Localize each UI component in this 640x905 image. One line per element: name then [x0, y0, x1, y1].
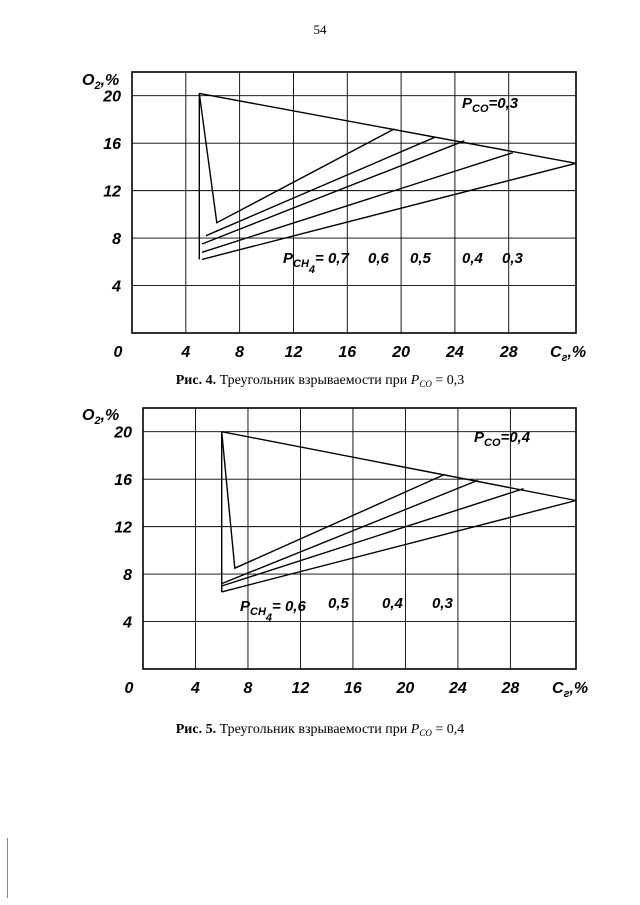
x-tick-label-1: 4 [191, 680, 200, 697]
line-label-0-3: 0,3 [432, 595, 453, 612]
x-tick-label-1: 4 [181, 344, 191, 361]
pch4-label: $P_{CH4}= 0,6$ [240, 598, 306, 624]
plot-frame [143, 408, 576, 669]
x-tick-label-3: 12 [291, 680, 310, 697]
line-label-0-6: 0,6 [368, 250, 389, 267]
series-line-3 [222, 501, 576, 592]
series-line-0 [199, 93, 394, 222]
x-tick-label-0: 0 [113, 344, 123, 361]
line-label-0-4: 0,4 [382, 595, 403, 612]
figure-5-caption: Рис. 5. Треугольник взрываемости при $P_{CO} = 0,4$ [175, 722, 465, 738]
series-line-5 [199, 93, 576, 163]
series-line-3 [202, 153, 513, 253]
x-tick-label-5: 20 [392, 344, 410, 361]
y-tick-label-3: 16 [103, 136, 121, 154]
x-tick-label-6: 24 [449, 680, 467, 697]
pch4-label: $P_{CH4}= 0,7$ [283, 250, 349, 276]
x-tick-label-2: 8 [243, 680, 253, 697]
y-tick-label-1: 8 [123, 567, 132, 585]
series-line-1 [206, 137, 435, 235]
series-line-4 [202, 163, 576, 259]
x-tick-label-6: 24 [446, 344, 464, 361]
y-tick-label-0: 4 [123, 614, 132, 632]
plot-area [102, 72, 576, 361]
y-tick-label-4: 20 [114, 424, 132, 442]
y-tick-label-3: 16 [114, 472, 132, 490]
x-tick-label-2: 8 [235, 344, 245, 361]
explosion-triangle-chart-1 [0, 60, 640, 370]
x-axis-label: $C_г,\%$ [552, 680, 589, 700]
y-tick-label-4: 20 [103, 88, 121, 106]
y-tick-label-1: 8 [112, 231, 121, 249]
y-axis-label: $O_2,\%$ [82, 72, 120, 92]
y-tick-label-0: 4 [112, 278, 121, 296]
figure-5 [0, 398, 640, 708]
x-tick-label-5: 20 [396, 680, 415, 697]
pco-label: $P_{CO}=0,4$ [474, 429, 531, 449]
y-tick-label-2: 12 [103, 183, 121, 201]
y-axis-label: $O_2,\%$ [82, 407, 120, 427]
series-line-0 [222, 432, 445, 569]
line-label-0-5: 0,5 [410, 250, 431, 267]
line-label-0-4: 0,4 [462, 250, 483, 267]
x-tick-label-0: 0 [124, 680, 134, 697]
x-tick-label-3: 12 [284, 344, 303, 361]
x-tick-label-4: 16 [338, 344, 357, 361]
x-axis-label: $C_г,\%$ [550, 344, 587, 364]
line-label-0-3: 0,3 [502, 250, 523, 267]
explosion-triangle-chart-2 [0, 398, 640, 708]
series-line-2 [222, 489, 524, 586]
series-line-1 [222, 480, 478, 583]
page-number: 54 [313, 22, 327, 37]
series-line-2 [202, 141, 464, 244]
line-label-0-5: 0,5 [328, 595, 349, 612]
x-tick-label-4: 16 [344, 680, 362, 697]
y-tick-label-2: 12 [114, 519, 132, 537]
x-tick-label-7: 28 [499, 344, 518, 361]
pco-label: $P_{CO}=0,3$ [462, 95, 519, 115]
figure-4 [0, 60, 640, 370]
margin-rule [7, 838, 8, 898]
figure-4-caption: Рис. 4. Треугольник взрываемости при $P_{CO} = 0,3$ [175, 373, 465, 389]
x-tick-label-7: 28 [501, 680, 520, 697]
plot-area [113, 408, 576, 697]
